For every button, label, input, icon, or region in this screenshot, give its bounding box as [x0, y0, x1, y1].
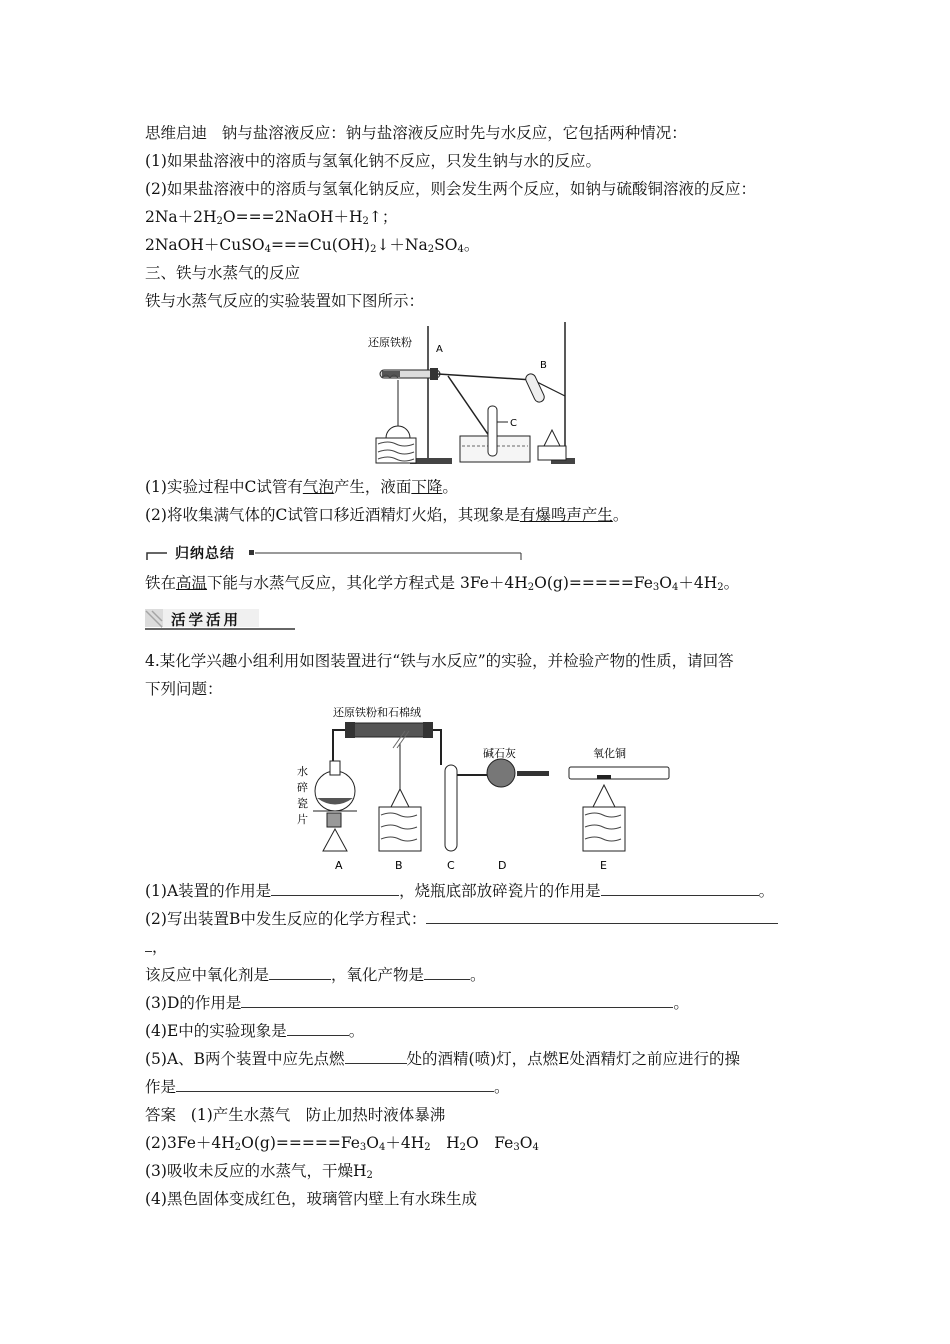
label-apparatus-b: B — [395, 859, 403, 872]
answer-1: (1)产生水蒸气 防止加热时液体暴沸 — [190, 1106, 446, 1124]
label-iron-asbestos: 还原铁粉和石棉绒 — [333, 706, 421, 719]
sub-question-5-cont: 作是 。 — [145, 1078, 510, 1096]
answer-blank-2b[interactable] — [269, 964, 331, 980]
answer-blank-2c[interactable] — [424, 964, 470, 980]
summary-title: 归纳总结 — [175, 546, 235, 562]
label-apparatus-e: E — [600, 859, 607, 872]
label-b: B — [540, 360, 547, 371]
question-4-line-2: 下列问题： — [145, 680, 223, 698]
answer-4: (4)黑色固体变成红色，玻璃管内壁上有水珠生成 — [145, 1190, 477, 1208]
answer-2: $(2)3Fe+4H_2O(g)=====Fe_3O_4+4H_2$ $H_2O$ $Fe_3O_4$ — [145, 1134, 539, 1153]
label-apparatus-c: C — [447, 859, 455, 872]
question-4-line-1: 4.某化学兴趣小组利用如图装置进行“铁与水反应”的实验，并检验产物的性质，请回答 — [145, 652, 734, 670]
label-a: A — [436, 344, 443, 355]
sub-question-1: (1)A装置的作用是 ，烧瓶底部放碎瓷片的作用是 。 — [145, 882, 775, 900]
answer-blank-3[interactable] — [241, 992, 673, 1008]
label-apparatus-a: A — [335, 859, 343, 872]
practice-header — [145, 607, 295, 631]
label-water: 水 — [297, 765, 308, 778]
iron-steam-apparatus-figure — [368, 318, 580, 468]
summary-text: 铁在高温下能与水蒸气反应，其化学方程式是 $3Fe+4H_2O(g)=====Fe_3O_4+4H_2$。 — [145, 574, 740, 593]
answer-blank-4[interactable] — [287, 1020, 349, 1036]
sub-question-3: (3)D的作用是 。 — [145, 994, 689, 1012]
sub-question-2: (2)写出装置B中发生反应的化学方程式： — [145, 908, 778, 930]
fig1-question-1: (1)实验过程中C试管有气泡产生，液面下降。 — [145, 478, 458, 496]
label-broken-1: 碎 — [297, 781, 308, 794]
answer-3: (3)吸收未反应的水蒸气，干燥$H_2$ — [145, 1162, 373, 1181]
section-3-desc: 铁与水蒸气反应的实验装置如下图所示： — [145, 292, 425, 310]
tip-label: 思维启迪 — [145, 124, 208, 142]
case-1: (1)如果盐溶液中的溶质与氢氧化钠不反应，只发生钠与水的反应。 — [145, 152, 601, 170]
label-reduced-iron-powder: 还原铁粉 — [368, 336, 412, 349]
equation-2: $2NaOH+CuSO_4===Cu(OH)_2↓+Na_2SO_4$。 — [145, 236, 480, 255]
label-copper-oxide: 氧化铜 — [593, 747, 626, 760]
label-soda-lime: 碱石灰 — [483, 747, 516, 760]
iron-water-reaction-figure — [293, 703, 673, 875]
fig1-question-2: (2)将收集满气体的C试管口移近酒精灯火焰，其现象是有爆鸣声产生。 — [145, 506, 629, 524]
answer-blank-5b[interactable] — [176, 1076, 494, 1092]
sub-question-2-cont: ， — [145, 936, 168, 958]
section-3-title: 三、铁与水蒸气的反应 — [145, 264, 301, 282]
label-apparatus-d: D — [498, 859, 507, 872]
answer-label: 答案 — [145, 1106, 177, 1124]
answer-blank-2a-end[interactable] — [145, 936, 152, 952]
answer-label-line — [145, 1104, 445, 1126]
case-2: (2)如果盐溶液中的溶质与氢氧化钠反应，则会发生两个反应，如钠与硫酸铜溶液的反应： — [145, 180, 756, 198]
answer-blank-5a[interactable] — [345, 1048, 407, 1064]
answer-blank-1b[interactable] — [601, 880, 759, 896]
tip-text: 钠与盐溶液反应：钠与盐溶液反应时先与水反应，它包括两种情况： — [221, 124, 687, 142]
label-broken-3: 片 — [297, 813, 308, 826]
label-broken-2: 瓷 — [297, 797, 308, 810]
tip-line — [145, 122, 687, 144]
summary-header — [145, 542, 523, 564]
answer-blank-2a[interactable] — [426, 908, 778, 924]
sub-question-4: (4)E中的实验现象是 。 — [145, 1022, 365, 1040]
sub-question-2-b: 该反应中氧化剂是 ，氧化产物是 。 — [145, 966, 486, 984]
equation-1: $2Na+2H_2O===2NaOH+H_2↑$； — [145, 208, 398, 227]
label-c: C — [510, 418, 517, 429]
sub-question-5: (5)A、B两个装置中应先点燃 处的酒精(喷)灯，点燃E处酒精灯之前应进行的操 — [145, 1050, 740, 1068]
practice-title: 活学活用 — [171, 613, 241, 629]
answer-blank-1a[interactable] — [271, 880, 399, 896]
